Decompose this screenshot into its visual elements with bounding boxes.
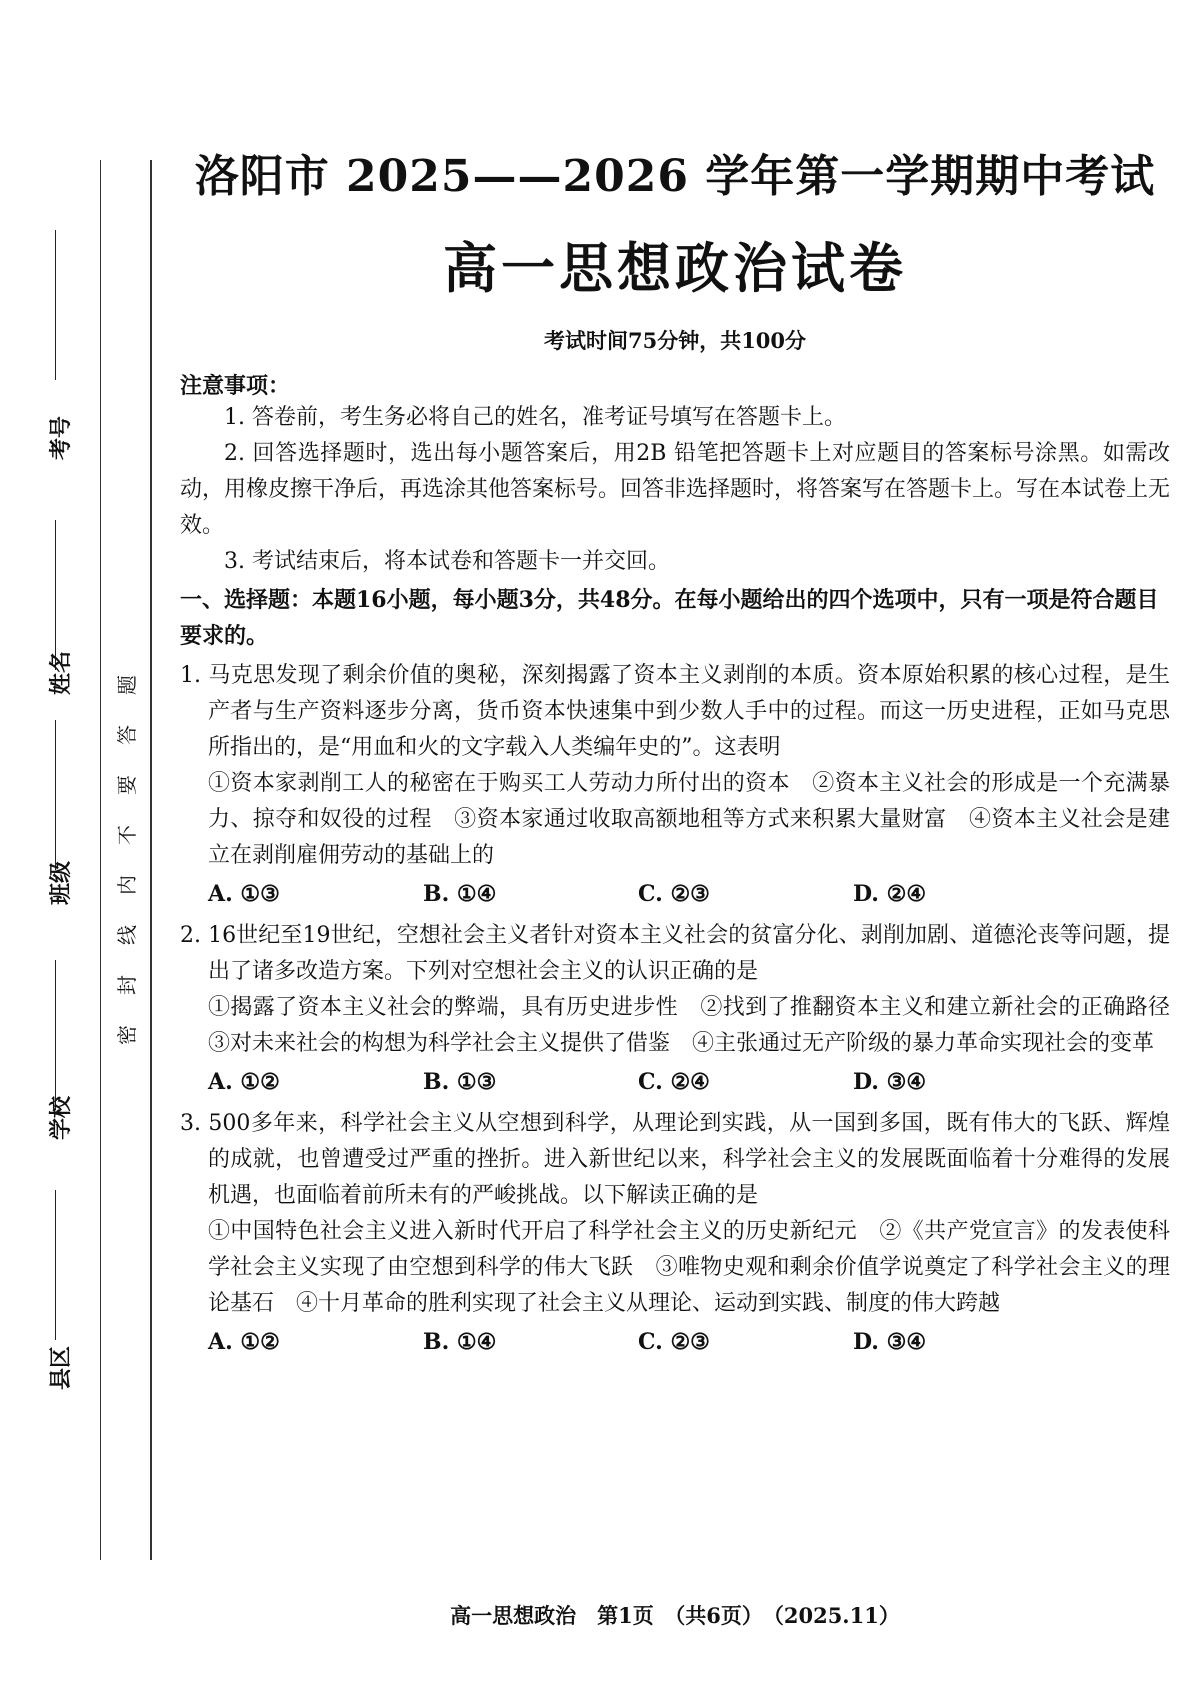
seal-char: 不 — [115, 825, 139, 845]
question-1 — [180, 658, 1170, 914]
exam-title: 洛阳市 2025——2026 学年第一学期期中考试 — [194, 151, 1156, 202]
notice-heading: 注意事项： — [180, 373, 291, 399]
question-stem: 3. 500多年来，科学社会主义从空想到科学，从理论到实践，从一国到多国，既有伟大的飞跃、辉煌的成就，也曾遭受过严重的挫折。进入新世纪以来，科学社会主义的发展既面临着十分难得的发展机遇，也面临着前所未有的严峻挑战。以下解读正确的是 — [180, 1111, 1170, 1208]
seal-line-notice — [112, 660, 142, 1060]
seal-char: 题 — [115, 675, 139, 695]
school-blank[interactable] — [55, 960, 56, 1110]
district-label: 县区 — [49, 1345, 74, 1390]
answer-choices — [180, 874, 1170, 914]
choice-b[interactable]: B. ①③ — [423, 1069, 497, 1095]
binding-margin — [0, 0, 160, 1699]
district-blank[interactable] — [55, 1190, 56, 1340]
seal-char: 答 — [115, 725, 139, 745]
question-statements: ①资本家剥削工人的秘密在于购买工人劳动力所付出的资本 ②资本主义社会的形成是一个充满暴力、掠夺和奴役的过程 ③资本家通过收取高额地租等方式来积累大量财富 ④资本主义社会是建立在剥削雇佣劳动的基础上的 — [208, 771, 1170, 868]
class-field[interactable] — [22, 720, 74, 905]
school-label: 学校 — [49, 1095, 74, 1140]
exam-page-body — [180, 140, 1193, 1362]
choice-d[interactable]: D. ③④ — [853, 1329, 927, 1355]
seal-char: 密 — [115, 1025, 139, 1045]
notice-item: 1. 答卷前，考生务必将自己的姓名，准考证号填写在答题卡上。 — [224, 405, 846, 430]
district-field[interactable] — [22, 1190, 74, 1390]
choice-c[interactable]: C. ②③ — [638, 1329, 710, 1355]
exam-subject-title: 高一思想政治试卷 — [443, 236, 907, 300]
choice-d[interactable]: D. ②④ — [853, 881, 927, 907]
question-statements: ①中国特色社会主义进入新时代开启了科学社会主义的历史新纪元 ②《共产党宣言》的发表使科学社会主义实现了由空想到科学的伟大飞跃 ③唯物史观和剩余价值学说奠定了科学社会主义的理论基石 ④十月革命的胜利实现了社会主义从理论、运动到实践、制度的伟大跨越 — [208, 1219, 1170, 1316]
choice-b[interactable]: B. ①④ — [423, 881, 497, 907]
seal-char: 封 — [115, 975, 139, 995]
choice-a[interactable]: A. ①② — [208, 1329, 280, 1355]
name-field[interactable] — [22, 520, 74, 695]
school-field[interactable] — [22, 960, 74, 1140]
choice-a[interactable]: A. ①③ — [208, 881, 280, 907]
seal-char: 内 — [115, 875, 139, 895]
question-statements: ①揭露了资本主义社会的弊端，具有历史进步性 ②找到了推翻资本主义和建立新社会的正确路径 ③对未来社会的构想为科学社会主义提供了借鉴 ④主张通过无产阶级的暴力革命实现社会的变革 — [208, 995, 1193, 1056]
answer-choices — [180, 1322, 1170, 1362]
choice-d[interactable]: D. ③④ — [853, 1069, 927, 1095]
choice-c[interactable]: C. ②④ — [638, 1069, 710, 1095]
page-footer: 高一思想政治 第1页 （共6页） （2025.11） — [450, 1603, 900, 1628]
notice-item: 2. 回答选择题时，选出每小题答案后，用2B 铅笔把答题卡上对应题目的答案标号涂黑。如需改动，用橡皮擦干净后，再选涂其他答案标号。回答非选择题时，将答案写在答题卡上。写在本试卷上无效。 — [180, 441, 1171, 538]
name-blank[interactable] — [55, 520, 56, 670]
exam-time-note: 考试时间75分钟，共100分 — [543, 328, 807, 353]
class-label: 班级 — [49, 860, 74, 905]
seal-char: 要 — [115, 775, 139, 795]
seal-char: 线 — [115, 925, 139, 945]
choice-b[interactable]: B. ①④ — [423, 1329, 497, 1355]
exam-number-label: 考号 — [49, 415, 74, 460]
class-blank[interactable] — [55, 720, 56, 870]
question-3 — [180, 1106, 1170, 1362]
name-label: 姓名 — [49, 650, 74, 695]
choice-a[interactable]: A. ①② — [208, 1069, 280, 1095]
choice-c[interactable]: C. ②③ — [638, 881, 710, 907]
question-stem: 2. 16世纪至19世纪，空想社会主义者针对资本主义社会的贫富分化、剥削加剧、道德沦丧等问题，提出了诸多改造方案。下列对空想社会主义的认识正确的是 — [180, 923, 1170, 984]
binding-line-inner — [150, 160, 152, 1560]
question-stem: 1. 马克思发现了剩余价值的奥秘，深刻揭露了资本主义剥削的本质。资本原始积累的核心过程，是生产者与生产资料逐步分离，货币资本快速集中到少数人手中的过程。而这一历史进程，正如马克思所指出的，是“用血和火的文字载入人类编年史的”。这表明 — [180, 663, 1170, 760]
notice-item: 3. 考试结束后，将本试卷和答题卡一并交回。 — [224, 549, 670, 574]
exam-number-blank[interactable] — [55, 230, 56, 380]
binding-line-outer — [100, 160, 101, 1560]
answer-choices — [180, 1062, 1170, 1102]
question-2 — [180, 918, 1193, 1102]
exam-number-field[interactable] — [22, 230, 74, 460]
section-heading: 一、选择题：本题16小题，每小题3分，共48分。在每小题给出的四个选项中，只有一项是符合题目要求的。 — [180, 587, 1159, 649]
